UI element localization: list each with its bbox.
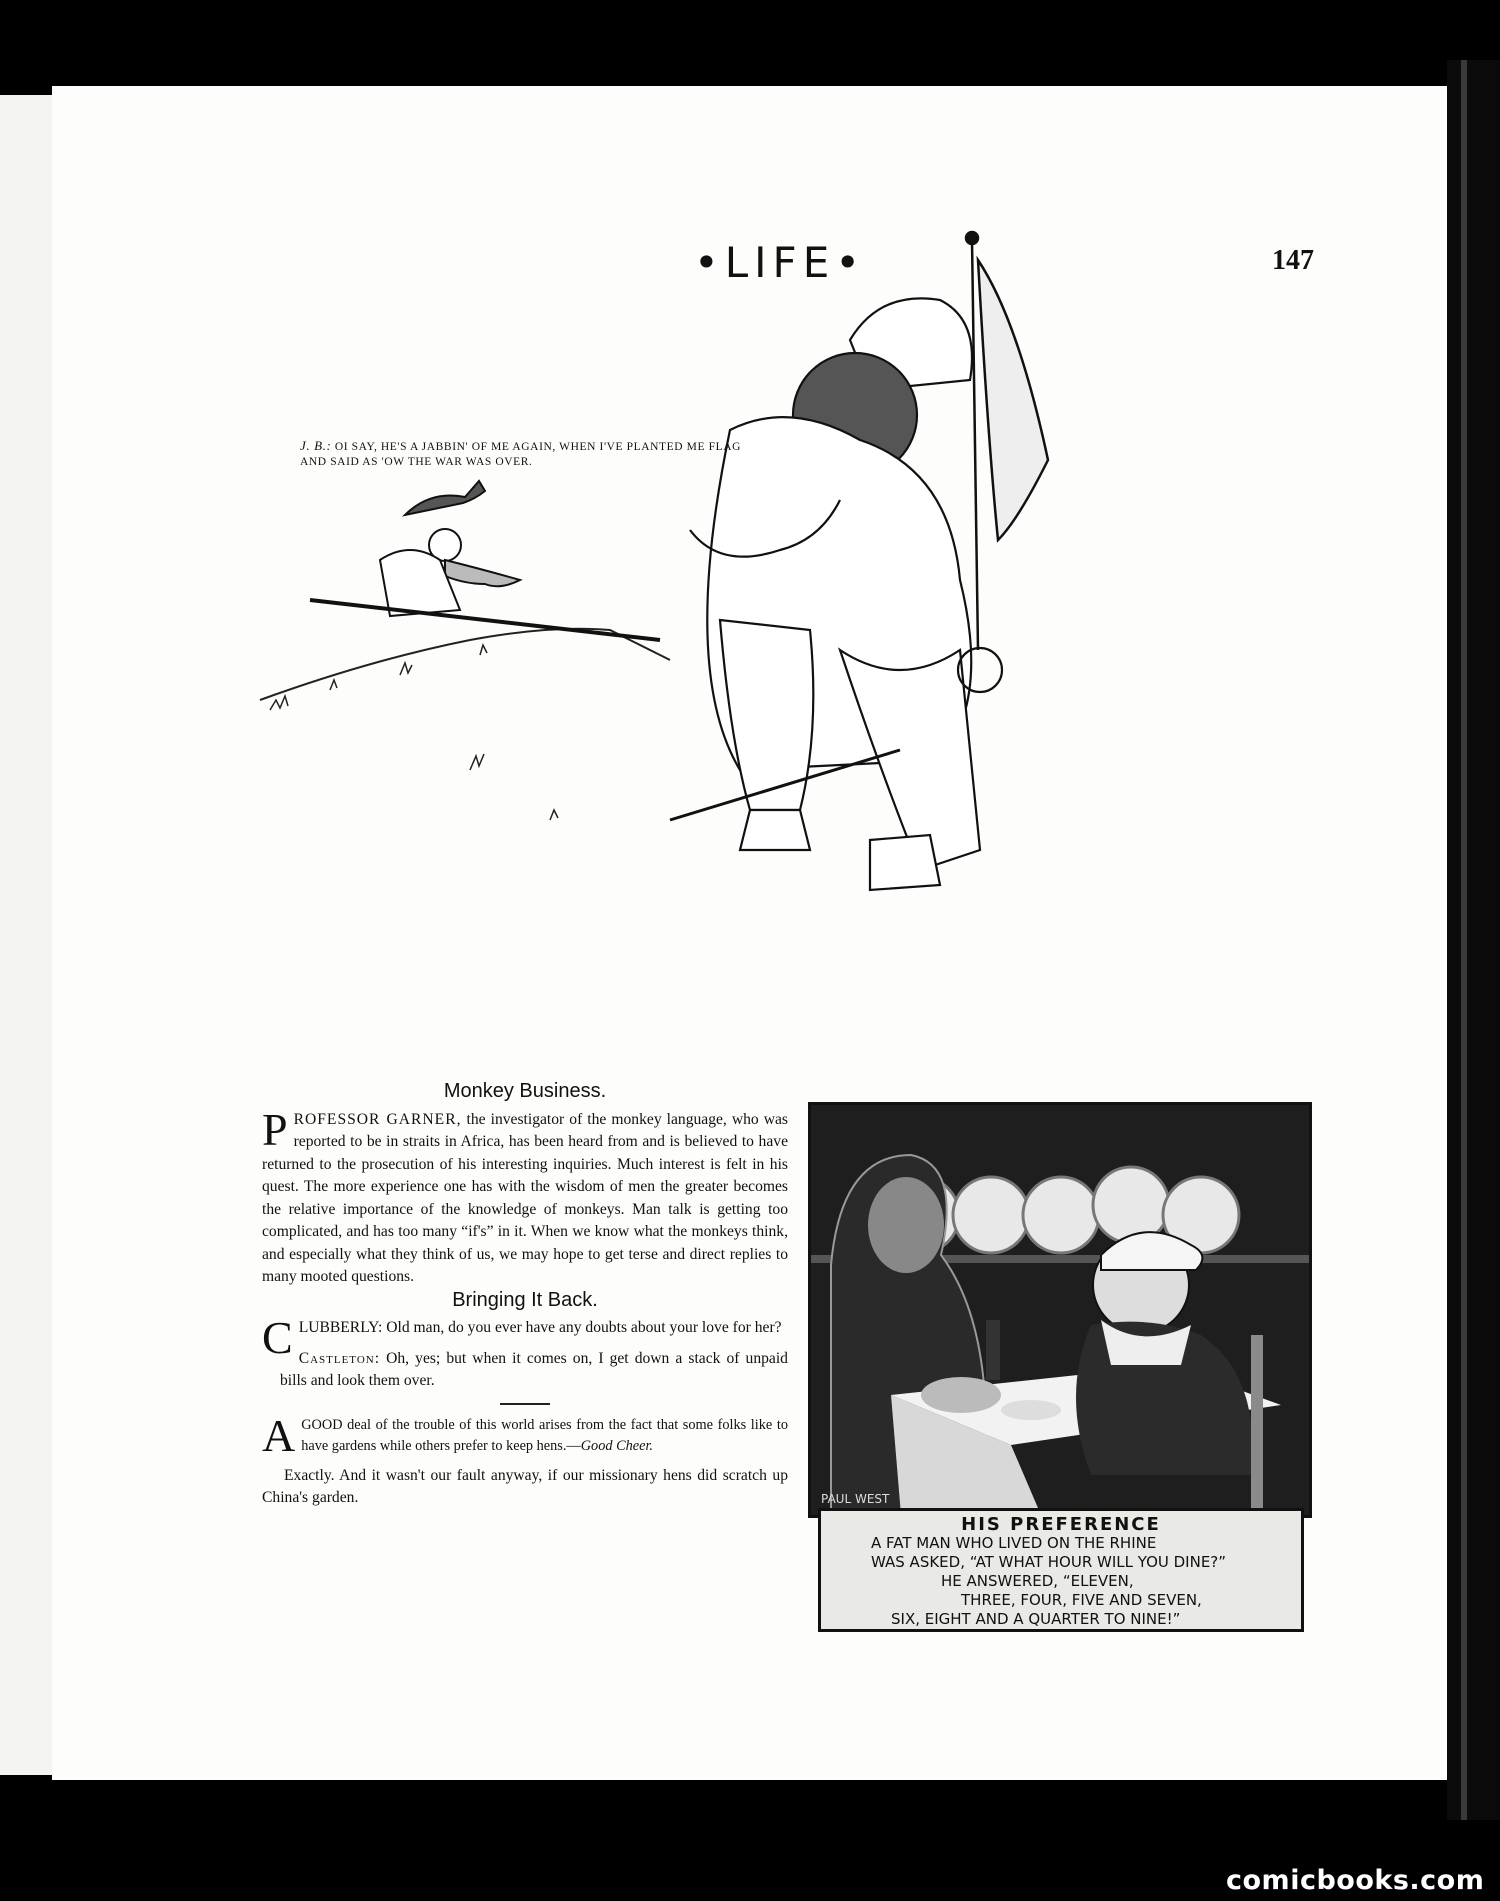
article-body: the investigator of the monkey language, who was reported to be in straits in Africa, has been heard from and is believed to have returned to the prosecution of his interesting inquiries. Much interest is felt in his quest. The more experience one has with the wisdom of men the greater becomes the relative importance of the knowledge of monkeys. Man talk is getting too complicated, and has too many “if's” in it. When we know what the monkeys think, and especially what they think of us, we may hope to get terse and direct replies to many mooted questions. [262, 1110, 788, 1285]
speaker-name: Castleton: [298, 1349, 381, 1367]
page-number: 147 [1272, 245, 1314, 276]
quote-body: GOOD deal of the trouble of this world arises from the fact that some folks like to have gardens while others prefer to keep hens.— [301, 1416, 788, 1454]
binding-edge [1447, 60, 1500, 1820]
limerick-line: THREE, FOUR, FIVE AND SEVEN, [961, 1591, 1202, 1609]
text-column [262, 1080, 788, 1510]
cartoon-soldier-and-boer [250, 230, 1330, 1080]
quote-source: Good Cheer. [580, 1437, 653, 1454]
cartoon-diner-illustration [811, 1105, 1309, 1515]
article-good-cheer [262, 1409, 788, 1461]
limerick-caption [818, 1508, 1304, 1632]
left-page-edge [0, 95, 55, 1775]
dialogue-castleton [262, 1348, 788, 1393]
dialogue-line: LUBBERLY: Old man, do you ever have any doubts about your love for her? [298, 1319, 782, 1336]
dropcap: P [262, 1103, 288, 1155]
limerick-line: WAS ASKED, “AT WHAT HOUR WILL YOU DINE?” [871, 1553, 1227, 1571]
limerick-title: HIS PREFERENCE [961, 1514, 1161, 1535]
caption-speaker: J. B.: [300, 438, 332, 453]
article-title-monkey-business: Monkey Business. [443, 1080, 607, 1102]
limerick-line: SIX, EIGHT AND A QUARTER TO NINE!” [891, 1610, 1181, 1628]
dropcap: A [262, 1409, 296, 1461]
masthead: •LIFE• [693, 238, 867, 287]
artist-signature: PAUL WEST [821, 1492, 890, 1506]
divider [500, 1403, 550, 1405]
lead-words: ROFESSOR GARNER, [293, 1110, 462, 1128]
limerick-line: HE ANSWERED, “ELEVEN, [941, 1572, 1134, 1590]
dropcap: C [262, 1312, 293, 1363]
cartoon-his-preference [808, 1102, 1312, 1518]
dialogue-line: Oh, yes; but when it comes on, I get down a stack of unpaid bills and look them over. [280, 1349, 788, 1389]
limerick-line: A FAT MAN WHO LIVED ON THE RHINE [871, 1534, 1157, 1552]
article-monkey-business [262, 1103, 788, 1289]
article-reply: Exactly. And it wasn't our fault anyway, if our missionary hens did scratch up China's garden. [262, 1466, 788, 1506]
caption-text: OI SAY, HE'S A JABBIN' OF ME AGAIN, WHEN I'VE PLANTED ME FLAG AND SAID AS 'OW THE WAR WAS OVER. [300, 441, 742, 468]
article-title-bringing-it-back: Bringing It Back. [452, 1288, 598, 1311]
cartoon-caption [300, 438, 760, 470]
watermark: comicbooks.com [1226, 1865, 1485, 1896]
